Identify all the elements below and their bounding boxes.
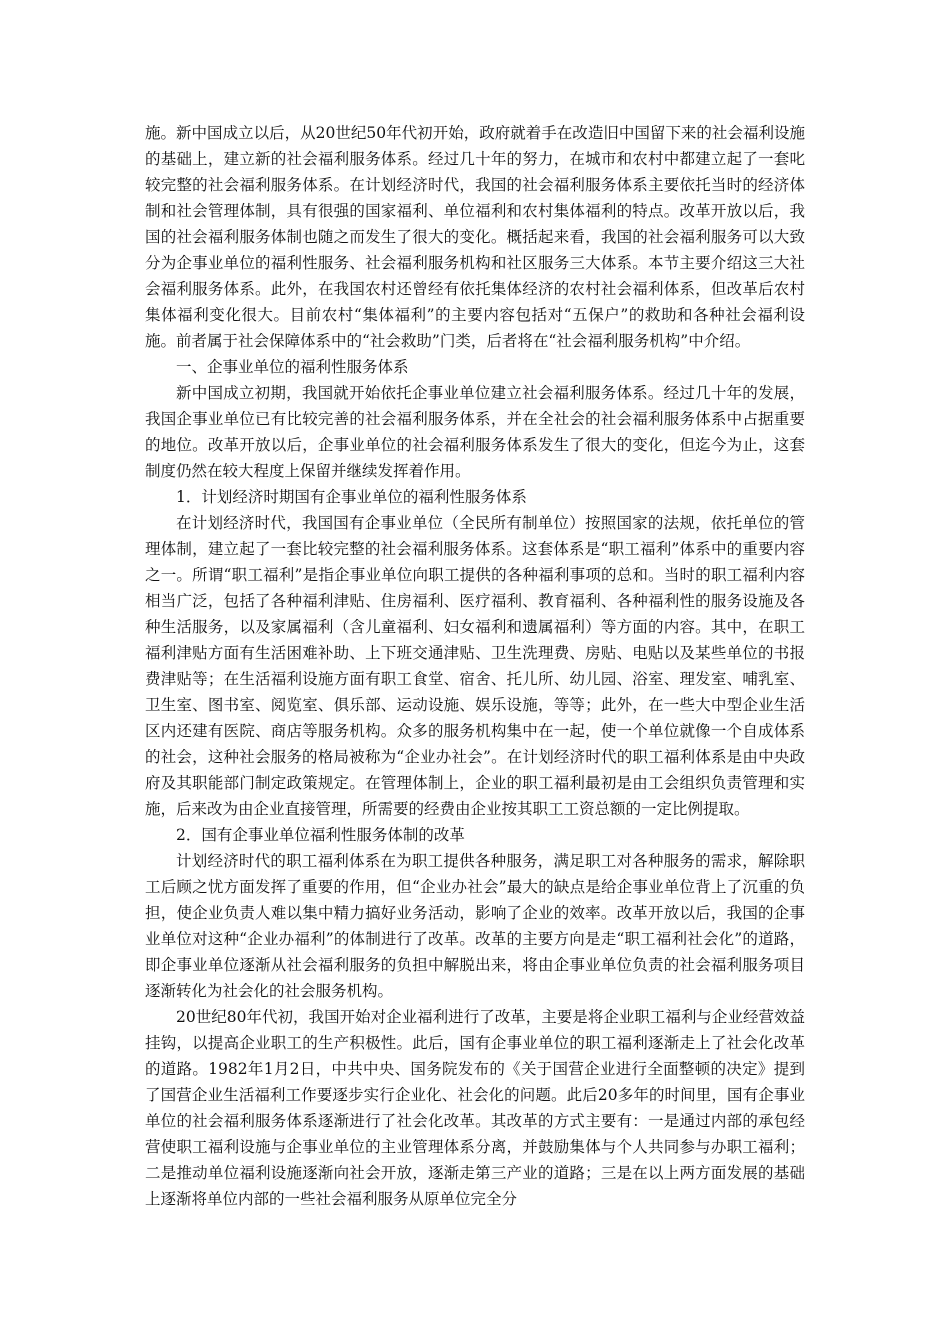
paragraph-intro: 施。新中国成立以后，从20世纪50年代初开始，政府就着手在改造旧中国留下来的社会福利设施的基础上，建立新的社会福利服务体系。经过几十年的努力，在城市和农村中都建立起了一套叱较完整的社会福利服务体系。在计划经济时代，我国的社会福利服务体系主要依托当时的经济体制和社会管理体制，具有很强的国家福利、单位福利和农村集体福利的特点。改革开放以后，我国的社会福利服务体制也随之而发生了很大的变化。概括起来看，我国的社会福利服务可以大致分为企事业单位的福利性服务、社会福利服务机构和社区服务三大体系。本节主要介绍这三大社会福利服务体系。此外，在我国农村还曾经有依托集体经济的农村社会福利体系，但改革后农村集体福利变化很大。目前农村“集体福利”的主要内容包括对“五保户”的救助和各种社会福利设施。前者属于社会保障体系中的“社会救助”门类，后者将在“社会福利服务机构”中介绍。	[145, 124, 805, 350]
subsection-heading-1: 1．计划经济时期国有企事业单位的福利性服务体系	[176, 488, 527, 506]
section-heading-1: 一、企事业单位的福利性服务体系	[176, 358, 409, 376]
subsection-heading-2: 2．国有企事业单位福利性服务体制的改革	[176, 826, 465, 844]
paragraph-subsection-2-body: 计划经济时代的职工福利体系在为职工提供各种服务，满足职工对各种服务的需求，解除职工后顾之忧方面发挥了重要的作用，但“企业办社会”最大的缺点是给企事业单位背上了沉重的负担，使企业负责人难以集中精力搞好业务活动，影响了企业的效率。改革开放以后，我国的企事业单位对这种“企业办福利”的体制进行了改革。改革的主要方向是走“职工福利社会化”的道路，即企事业单位逐渐从社会福利服务的负担中解脱出来，将由企事业单位负责的社会福利服务项目逐渐转化为社会化的社会服务机构。	[145, 852, 805, 1000]
document-body	[145, 120, 805, 1212]
paragraph-subsection-2-reform: 20世纪80年代初，我国开始对企业福利进行了改革，主要是将企业职工福利与企业经营效益挂钩，以提高企业职工的生产积极性。此后，国有企事业单位的职工福利逐渐走上了社会化改革的道路。1982年1月2日，中共中央、国务院发布的《关于国营企业进行全面整顿的决定》提到了国营企业生活福利工作要逐步实行企业化、社会化的问题。此后20多年的时间里，国有企事业单位的社会福利服务体系逐渐进行了社会化改革。其改革的方式主要有：一是通过内部的承包经营使职工福利设施与企事业单位的主业管理体系分离，并鼓励集体与个人共同参与办职工福利；二是推动单位福利设施逐渐向社会开放，逐渐走第三产业的道路；三是在以上两方面发展的基础上逐渐将单位内部的一些社会福利服务从原单位完全分	[145, 1008, 805, 1208]
paragraph-section-1-body: 新中国成立初期，我国就开始依托企事业单位建立社会福利服务体系。经过几十年的发展，我国企事业单位已有比较完善的社会福利服务体系，并在全社会的社会福利服务体系中占据重要的地位。改革开放以后，企事业单位的社会福利服务体系发生了很大的变化，但迄今为止，这套制度仍然在较大程度上保留并继续发挥着作用。	[145, 384, 805, 480]
paragraph-subsection-1-body: 在计划经济时代，我国国有企事业单位（全民所有制单位）按照国家的法规，依托单位的管理体制，建立起了一套比较完整的社会福利服务体系。这套体系是“职工福利”体系中的重要内容之一。所谓“职工福利”是指企事业单位向职工提供的各种福利事项的总和。当时的职工福利内容相当广泛，包括了各种福利津贴、住房福利、医疗福利、教育福利、各种福利性的服务设施及各种生活服务，以及家属福利（含儿童福利、妇女福利和遗属福利）等方面的内容。其中，在职工福利津贴方面有生活困难补助、上下班交通津贴、卫生洗理费、房贴、电贴以及某些单位的书报费津贴等；在生活福利设施方面有职工食堂、宿舍、托儿所、幼儿园、浴室、理发室、哺乳室、卫生室、图书室、阅览室、俱乐部、运动设施、娱乐设施，等等；此外，在一些大中型企业生活区内还建有医院、商店等服务机构。众多的服务机构集中在一起，使一个单位就像一个自成体系的社会，这种社会服务的格局被称为“企业办社会”。在计划经济时代的职工福利体系是由中央政府及其职能部门制定政策规定。在管理体制上，企业的职工福利最初是由工会组织负责管理和实施，后来改为由企业直接管理，所需要的经费由企业按其职工工资总额的一定比例提取。	[145, 514, 805, 818]
